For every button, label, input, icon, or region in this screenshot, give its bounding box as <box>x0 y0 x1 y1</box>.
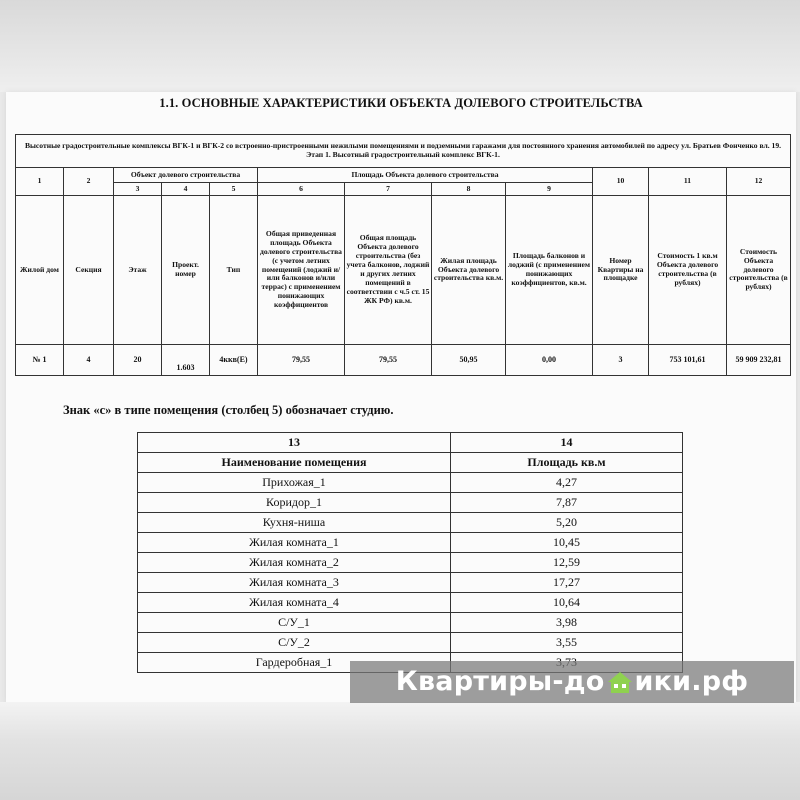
room-name: Жилая комната_4 <box>138 593 451 613</box>
site-watermark <box>350 661 794 703</box>
project-number-value: 1.603 <box>176 363 195 373</box>
col-number: 9 <box>506 183 593 196</box>
header-floor: Этаж <box>114 196 162 345</box>
cell-building: № 1 <box>16 345 64 376</box>
room-name: С/У_2 <box>138 633 451 653</box>
watermark-text-start: Квартиры-до <box>395 666 605 697</box>
table-row <box>138 513 683 533</box>
room-area: 10,45 <box>451 533 683 553</box>
characteristics-table <box>15 134 791 376</box>
table-row <box>138 493 683 513</box>
cell-floor: 20 <box>114 345 162 376</box>
document-page <box>6 92 796 704</box>
col-number: 6 <box>258 183 345 196</box>
col-number: 2 <box>64 168 114 196</box>
header-row <box>16 196 791 345</box>
watermark-text-end: ики.рф <box>634 666 749 697</box>
header-project-number: Проект. номер <box>162 196 210 345</box>
room-name: Гардеробная_1 <box>138 653 451 673</box>
room-name: Жилая комната_1 <box>138 533 451 553</box>
col-number: 8 <box>432 183 506 196</box>
col-number: 11 <box>649 168 727 196</box>
col-number: 14 <box>451 433 683 453</box>
col-number: 12 <box>727 168 791 196</box>
room-area: 10,64 <box>451 593 683 613</box>
col-number: 13 <box>138 433 451 453</box>
col-number: 4 <box>162 183 210 196</box>
room-area: 7,87 <box>451 493 683 513</box>
col-number: 3 <box>114 183 162 196</box>
cell-project-number <box>162 345 210 376</box>
rooms-header-row <box>138 453 683 473</box>
col-number: 5 <box>210 183 258 196</box>
table-row <box>138 533 683 553</box>
rooms-table <box>137 432 683 673</box>
header-room-name: Наименование помещения <box>138 453 451 473</box>
cell-balcony-area: 0,00 <box>506 345 593 376</box>
room-area: 4,27 <box>451 473 683 493</box>
cell-total-area: 79,55 <box>345 345 432 376</box>
cell-living-area: 50,95 <box>432 345 506 376</box>
document-title: 1.1. ОСНОВНЫЕ ХАРАКТЕРИСТИКИ ОБЪЕКТА ДОЛЕВОГО СТРОИТЕЛЬСТВА <box>159 96 643 110</box>
group-header-area: Площадь Объекта долевого строительства <box>258 168 593 183</box>
header-living-area: Жилая площадь Объекта долевого строительства кв.м. <box>432 196 506 345</box>
object-description: Высотные градостроительные комплексы ВГК-1 и ВГК-2 со встроенно-пристроенными нежилыми помещениями и подземными гаражами для постоянного хранения автомобилей по адресу ул. Братьев Фонченко вл. 19. Этап 1. Высотный градостроительный комплекс ВГК-1. <box>16 135 791 168</box>
cell-section: 4 <box>64 345 114 376</box>
room-name: Кухня-ниша <box>138 513 451 533</box>
header-price-per-sqm: Стоимость 1 кв.м Объекта долевого строительства (в рублях) <box>649 196 727 345</box>
photo-background-top <box>0 0 800 92</box>
table-row <box>16 345 791 376</box>
header-type: Тип <box>210 196 258 345</box>
header-balcony-area: Площадь балконов и лоджий (с применением понижающих коэффициентов, кв.м. <box>506 196 593 345</box>
col-number: 1 <box>16 168 64 196</box>
table-row <box>138 573 683 593</box>
table-row <box>138 633 683 653</box>
table-row <box>138 593 683 613</box>
col-number: 10 <box>593 168 649 196</box>
cell-price-per-sqm: 753 101,61 <box>649 345 727 376</box>
header-room-area: Площадь кв.м <box>451 453 683 473</box>
header-total-reduced-area: Общая приведенная площадь Объекта долевого строительства (с учетом летних помещений (лоджий и/или балконов и/или террас) с применением понижающих коэффициентов <box>258 196 345 345</box>
header-section: Секция <box>64 196 114 345</box>
room-area: 5,20 <box>451 513 683 533</box>
room-area: 3,98 <box>451 613 683 633</box>
room-name: Жилая комната_2 <box>138 553 451 573</box>
house-icon <box>606 665 634 707</box>
room-name: С/У_1 <box>138 613 451 633</box>
cell-total-price: 59 909 232,81 <box>727 345 791 376</box>
header-total-price: Стоимость Объекта долевого строительства (в рублях) <box>727 196 791 345</box>
description-row <box>16 135 791 168</box>
room-area: 17,27 <box>451 573 683 593</box>
room-name: Жилая комната_3 <box>138 573 451 593</box>
col-number: 7 <box>345 183 432 196</box>
header-building: Жилой дом <box>16 196 64 345</box>
cell-total-reduced-area: 79,55 <box>258 345 345 376</box>
room-name: Прихожая_1 <box>138 473 451 493</box>
photo-background-bottom <box>0 702 800 800</box>
group-header-object: Объект долевого строительства <box>114 168 258 183</box>
cell-apartment-on-floor: 3 <box>593 345 649 376</box>
rooms-column-numbers-row <box>138 433 683 453</box>
header-apartment-on-floor: Номер Квартиры на площадке <box>593 196 649 345</box>
table-row <box>138 473 683 493</box>
table-row <box>138 613 683 633</box>
room-area: 12,59 <box>451 553 683 573</box>
type-note: Знак «с» в типе помещения (столбец 5) обозначает студию. <box>63 403 394 417</box>
room-area: 3,55 <box>451 633 683 653</box>
room-name: Коридор_1 <box>138 493 451 513</box>
cell-type: 4ккв(Е) <box>210 345 258 376</box>
column-numbers-row <box>16 168 791 183</box>
header-total-area: Общая площадь Объекта долевого строительства (без учета балконов, лоджий и других летних помещений в соответствии с ч.5 ст. 15 ЖК РФ) кв.м. <box>345 196 432 345</box>
table-row <box>138 553 683 573</box>
